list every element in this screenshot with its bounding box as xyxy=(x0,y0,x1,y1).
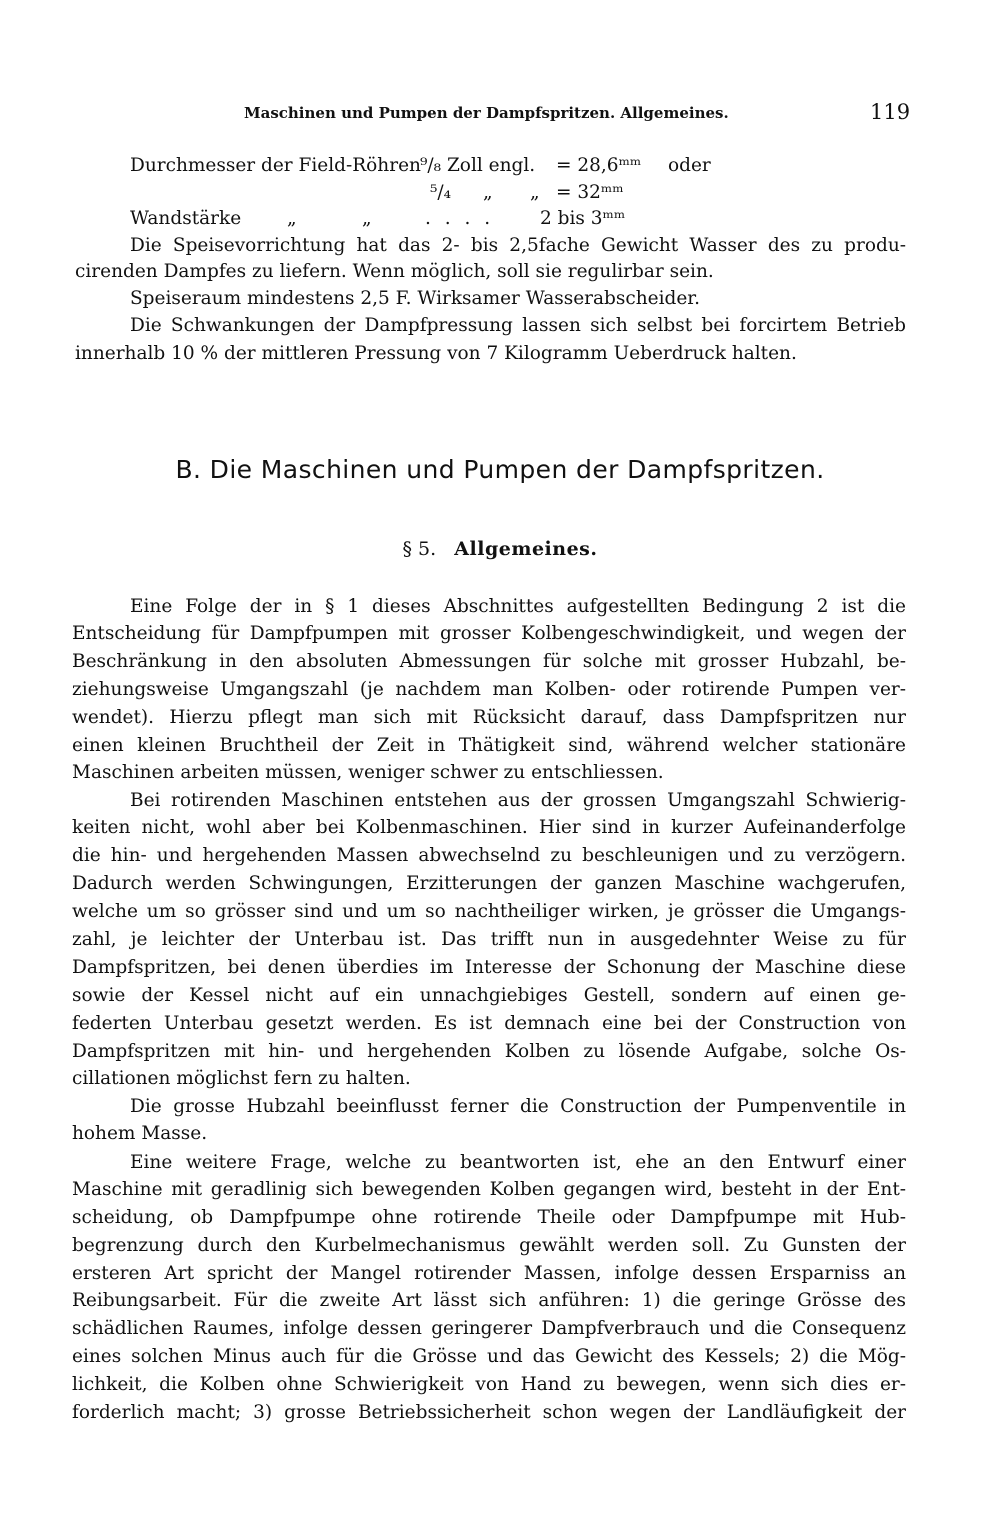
text-line: lichkeit, die Kolben ohne Schwierigkeit von Hand zu bewegen, wenn sich dies er- xyxy=(72,1374,906,1395)
text-line: federten Unterbau gesetzt werden. Es ist demnach eine bei der Construction von xyxy=(72,1013,906,1034)
text-line: cirenden Dampfes zu liefern. Wenn möglich, soll sie regulirbar sein. xyxy=(75,261,714,282)
text-line: Dampfspritzen mit hin- und hergehenden Kolben zu lösende Aufgabe, solche Os- xyxy=(72,1041,906,1062)
spec-size-2: ⁵/₄ xyxy=(430,182,452,203)
text-line: schädlichen Raumes, infolge dessen geringerer Dampfverbrauch und die Consequenz xyxy=(72,1318,906,1339)
text-line: hohem Masse. xyxy=(72,1123,208,1144)
section-heading: B. Die Maschinen und Pumpen der Dampfspritzen. xyxy=(175,455,825,484)
ditto-mark: „ xyxy=(287,208,297,229)
text-line: welche um so grösser sind und um so nachtheiliger wirken, je grösser die Umgangs- xyxy=(72,901,906,922)
spec-row-wall: Wandstärke xyxy=(130,208,242,229)
text-line: wendet). Hierzu pflegt man sich mit Rücksicht darauf, dass Dampfspritzen nur xyxy=(72,707,906,728)
spec-value: = 28,6ᵐᵐ xyxy=(556,155,642,176)
text-line: Maschine mit geradlinig sich bewegenden Kolben gegangen wird, besteht in der Ent- xyxy=(72,1179,906,1200)
text-line: Speiseraum mindestens 2,5 F. Wirksamer Wasserabscheider. xyxy=(130,288,700,309)
text-line: begrenzung durch den Kurbelmechanismus gewählt werden soll. Zu Gunsten der xyxy=(72,1235,906,1256)
spec-row-diameter xyxy=(130,153,421,179)
text-line: Bei rotirenden Maschinen entstehen aus der grossen Umgangszahl Schwierig- xyxy=(130,790,906,811)
text-line: Die Speisevorrichtung hat das 2- bis 2,5fache Gewicht Wasser des zu produ- xyxy=(130,235,906,256)
ditto-mark: „ xyxy=(530,182,540,203)
spec-suffix: oder xyxy=(668,155,711,176)
text-line: cillationen möglichst fern zu halten. xyxy=(72,1068,411,1089)
text-line: Dadurch werden Schwingungen, Erzitterungen der ganzen Maschine wachgerufen, xyxy=(72,873,906,894)
text-line: scheidung, ob Dampfpumpe ohne rotirende Theile oder Dampfpumpe mit Hub- xyxy=(72,1207,906,1228)
spec-size: ⁹/₈ Zoll engl. xyxy=(420,155,536,176)
text-line: die hin- und hergehenden Massen abwechselnd zu beschleunigen und zu verzögern. xyxy=(72,845,906,866)
subsection-heading xyxy=(0,538,1000,560)
running-header xyxy=(0,100,1000,130)
text-line: Die grosse Hubzahl beeinflusst ferner die Construction der Pumpenventile in xyxy=(130,1096,906,1117)
text-line: Beschränkung in den absoluten Abmessungen für solche mit grosser Hubzahl, be- xyxy=(72,651,906,672)
text-line: eines solchen Minus auch für die Grösse und das Gewicht des Kessels; 2) die Mög- xyxy=(72,1346,906,1367)
text-line: Eine weitere Frage, welche zu beantworten ist, ehe an den Entwurf einer xyxy=(130,1152,906,1173)
text-line: ziehungsweise Umgangszahl (je nachdem man Kolben- oder rotirende Pumpen ver- xyxy=(72,679,906,700)
text-line: forderlich macht; 3) grosse Betriebssicherheit schon wegen der Landläufigkeit der xyxy=(72,1402,906,1423)
text-line: Maschinen arbeiten müssen, weniger schwer zu entschliessen. xyxy=(72,762,664,783)
text-line: ersteren Art spricht der Mangel rotirender Massen, infolge dessen Ersparniss an xyxy=(72,1263,906,1284)
text-line: Reibungsarbeit. Für die zweite Art lässt sich anführen: 1) die geringe Grösse des xyxy=(72,1290,906,1311)
text-line: Eine Folge der in § 1 dieses Abschnittes aufgestellten Bedingung 2 ist die xyxy=(130,596,906,617)
text-line: keiten nicht, wohl aber bei Kolbenmaschinen. Hier sind in kurzer Aufeinanderfolge xyxy=(72,817,906,838)
spec-value-3: 2 bis 3ᵐᵐ xyxy=(540,208,626,229)
section-number: § 5. xyxy=(402,538,437,560)
running-title: Maschinen und Pumpen der Dampfspritzen. Allgemeines. xyxy=(244,104,729,122)
ditto-mark: „ xyxy=(483,182,493,203)
spec-value-2: = 32ᵐᵐ xyxy=(556,182,624,203)
ditto-mark: „ xyxy=(362,208,372,229)
leader-dots: . . . . xyxy=(425,208,495,229)
text-line: Die Schwankungen der Dampfpressung lassen sich selbst bei forcirtem Betrieb xyxy=(130,315,906,336)
text-line: einen kleinen Bruchtheil der Zeit in Thätigkeit sind, während welcher stationäre xyxy=(72,735,906,756)
text-line: Dampfspritzen, bei denen überdies im Interesse der Schonung der Maschine diese xyxy=(72,957,906,978)
spec-label: Durchmesser der Field-Röhren xyxy=(130,155,421,176)
text-line: innerhalb 10 % der mittleren Pressung von 7 Kilogramm Ueberdruck halten. xyxy=(75,343,797,364)
text-line: sowie der Kessel nicht auf ein unnachgiebiges Gestell, sondern auf einen ge- xyxy=(72,985,906,1006)
page-number: 119 xyxy=(870,100,911,124)
text-line: Entscheidung für Dampfpumpen mit grosser Kolbengeschwindigkeit, und wegen der xyxy=(72,623,906,644)
text-line: zahl, je leichter der Unterbau ist. Das trifft nun in ausgedehnter Weise zu für xyxy=(72,929,906,950)
section-title: Allgemeines. xyxy=(454,538,598,560)
